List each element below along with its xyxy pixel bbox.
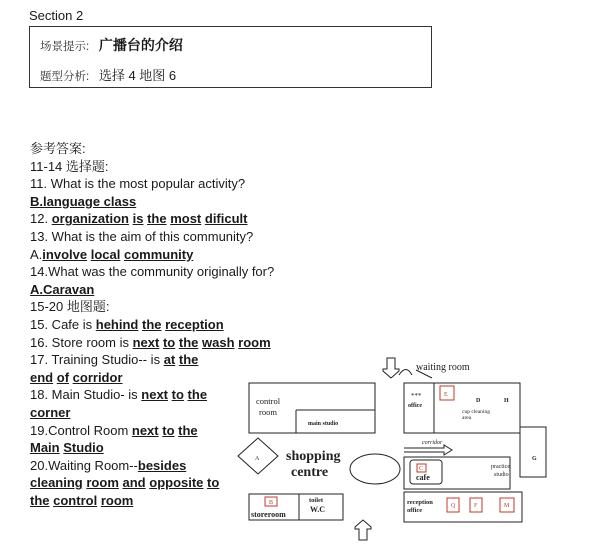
scene-hint-label: 场景提示: bbox=[40, 41, 90, 53]
m-label: M bbox=[504, 503, 510, 509]
map-heading: 15-20 地图题: bbox=[30, 299, 110, 315]
answer-20-words-1 bbox=[138, 458, 186, 473]
underlined-answer-word: cleaning bbox=[30, 475, 83, 491]
control-room-label-2: room bbox=[259, 407, 277, 417]
d-label: D bbox=[476, 398, 481, 404]
q-label: Q bbox=[451, 503, 456, 509]
underlined-answer-word: the bbox=[178, 334, 199, 350]
f-label: F bbox=[474, 503, 478, 509]
bottom-entrance-arrow-icon bbox=[355, 520, 371, 540]
answer-11 bbox=[30, 193, 350, 211]
underlined-answer-word: next bbox=[132, 334, 160, 350]
central-ellipse bbox=[350, 454, 400, 484]
choice-heading: 11-14 选择题: bbox=[30, 158, 109, 174]
a-label: A bbox=[255, 456, 260, 462]
answer-heading: 参考答案: bbox=[30, 141, 86, 156]
answer-17-prefix: 17. Training Studio-- is bbox=[30, 352, 164, 368]
practice-label-2: studio bbox=[494, 472, 509, 478]
underlined-answer-word: and bbox=[122, 475, 146, 491]
answer-14 bbox=[30, 281, 350, 299]
answer-20-words-3 bbox=[30, 493, 133, 508]
scene-info-box bbox=[29, 26, 432, 88]
wc-label: W.C bbox=[310, 505, 326, 514]
practice-studio-wing bbox=[520, 427, 546, 477]
reception-label-2: office bbox=[407, 507, 423, 514]
underlined-answer-word: dificult bbox=[204, 211, 248, 227]
underlined-answer-word: of bbox=[56, 369, 70, 385]
centre-label: centre bbox=[291, 465, 329, 480]
control-room-label-1: control bbox=[256, 396, 281, 406]
h-label: H bbox=[504, 398, 509, 404]
underlined-answer-word: Studio bbox=[63, 440, 104, 456]
question-14: 14.What was the community originally for? bbox=[30, 264, 275, 280]
underlined-answer-word: corner bbox=[30, 404, 71, 420]
answer-13-prefix: A. bbox=[30, 246, 43, 262]
underlined-answer-word: to bbox=[162, 334, 176, 350]
underlined-answer-word: the bbox=[178, 352, 199, 368]
underlined-answer-word: room bbox=[238, 334, 271, 350]
underlined-answer-word: local bbox=[90, 246, 121, 262]
section-title: Section 2 bbox=[29, 8, 84, 23]
reception-label-1: reception bbox=[407, 499, 433, 506]
top-entrance-arrow-icon bbox=[383, 358, 399, 378]
underlined-answer-word: organization bbox=[51, 211, 129, 227]
answer-19-prefix: 19.Control Room bbox=[30, 422, 132, 438]
answer-16-words bbox=[133, 335, 271, 350]
question-type-row bbox=[40, 65, 176, 84]
underlined-answer-word: opposite bbox=[149, 475, 204, 491]
scene-hint-value: 广播台的介绍 bbox=[98, 37, 183, 53]
underlined-answer-word: besides bbox=[137, 457, 187, 473]
answer-17-words-1 bbox=[164, 352, 199, 367]
answer-16 bbox=[30, 334, 350, 352]
cup-cleaning-label-2: area bbox=[462, 415, 472, 421]
underlined-answer-word: at bbox=[163, 352, 176, 368]
answer-11-text: B.language class bbox=[30, 193, 137, 209]
answer-15-words bbox=[96, 317, 224, 332]
corridor-label: corridor bbox=[422, 440, 443, 446]
underlined-answer-word: the bbox=[147, 211, 167, 227]
question-11: 11. What is the most popular activity? bbox=[30, 176, 246, 192]
scene-hint-row bbox=[40, 35, 183, 55]
answer-12-words bbox=[52, 211, 248, 226]
question-type-value: 选择 4 地图 6 bbox=[98, 68, 177, 83]
underlined-answer-word: reception bbox=[165, 316, 224, 332]
shopping-label: shopping bbox=[286, 449, 341, 464]
underlined-answer-word: community bbox=[123, 246, 194, 262]
underlined-answer-word: involve bbox=[42, 246, 88, 262]
office-dots: *** bbox=[411, 392, 422, 400]
answer-20-words-2 bbox=[30, 475, 219, 490]
question-13: 13. What is the aim of this community? bbox=[30, 228, 254, 244]
answer-18-words-2 bbox=[30, 405, 70, 420]
underlined-answer-word: Main bbox=[30, 440, 60, 456]
e-label: E bbox=[444, 392, 448, 398]
b-label: B bbox=[269, 500, 274, 506]
answer-13-words bbox=[42, 247, 193, 262]
answer-19-words-2 bbox=[30, 440, 104, 455]
answer-15 bbox=[30, 316, 350, 334]
g-label: G bbox=[532, 456, 537, 462]
answer-13 bbox=[30, 246, 350, 264]
cup-cleaning-label-1: cup cleaning bbox=[462, 409, 490, 415]
underlined-answer-word: the bbox=[187, 387, 208, 403]
answer-18-prefix: 18. Main Studio- is bbox=[30, 387, 142, 403]
underlined-answer-word: to bbox=[207, 475, 220, 491]
question-type-label: 题型分析: bbox=[40, 71, 90, 83]
underlined-answer-word: to bbox=[171, 387, 184, 403]
door-arc-icon bbox=[399, 370, 412, 376]
practice-label-1: practice bbox=[491, 464, 510, 470]
underlined-answer-word: wash bbox=[202, 334, 235, 350]
answer-18-words-1 bbox=[141, 387, 207, 402]
corridor-arrow-icon bbox=[404, 445, 452, 455]
floor-map bbox=[236, 356, 552, 542]
storeroom-label: storeroom bbox=[251, 510, 286, 519]
answer-16-prefix: 16. Store room is bbox=[30, 334, 133, 350]
cafe-label: cafe bbox=[416, 473, 430, 482]
underlined-answer-word: next bbox=[131, 422, 159, 438]
underlined-answer-word: next bbox=[141, 387, 169, 403]
underlined-answer-word: end bbox=[30, 369, 54, 385]
underlined-answer-word: hehind bbox=[95, 316, 139, 332]
c-label: C bbox=[419, 466, 424, 472]
answer-20-prefix: 20.Waiting Room-- bbox=[30, 457, 138, 473]
underlined-answer-word: the bbox=[30, 492, 50, 508]
answer-19-words-1 bbox=[132, 423, 198, 438]
main-studio-label: main studio bbox=[308, 421, 339, 427]
underlined-answer-word: room bbox=[86, 475, 119, 491]
answer-12-prefix: 12. bbox=[30, 211, 52, 227]
waiting-room-label: waiting room bbox=[416, 362, 470, 373]
toilet-label: toilet bbox=[309, 497, 324, 504]
underlined-answer-word: room bbox=[100, 492, 134, 508]
underlined-answer-word: is bbox=[132, 211, 144, 227]
underlined-answer-word: corridor bbox=[72, 369, 123, 385]
answer-12 bbox=[30, 210, 350, 228]
underlined-answer-word: most bbox=[170, 211, 202, 227]
underlined-answer-word: control bbox=[53, 492, 98, 508]
answer-17-words-2 bbox=[30, 370, 123, 385]
underlined-answer-word: to bbox=[162, 422, 175, 438]
office-label: office bbox=[408, 403, 422, 409]
answer-15-prefix: 15. Cafe is bbox=[30, 316, 96, 332]
underlined-answer-word: the bbox=[178, 422, 198, 438]
answer-14-text: A.Caravan bbox=[30, 281, 95, 297]
underlined-answer-word: the bbox=[142, 316, 162, 332]
